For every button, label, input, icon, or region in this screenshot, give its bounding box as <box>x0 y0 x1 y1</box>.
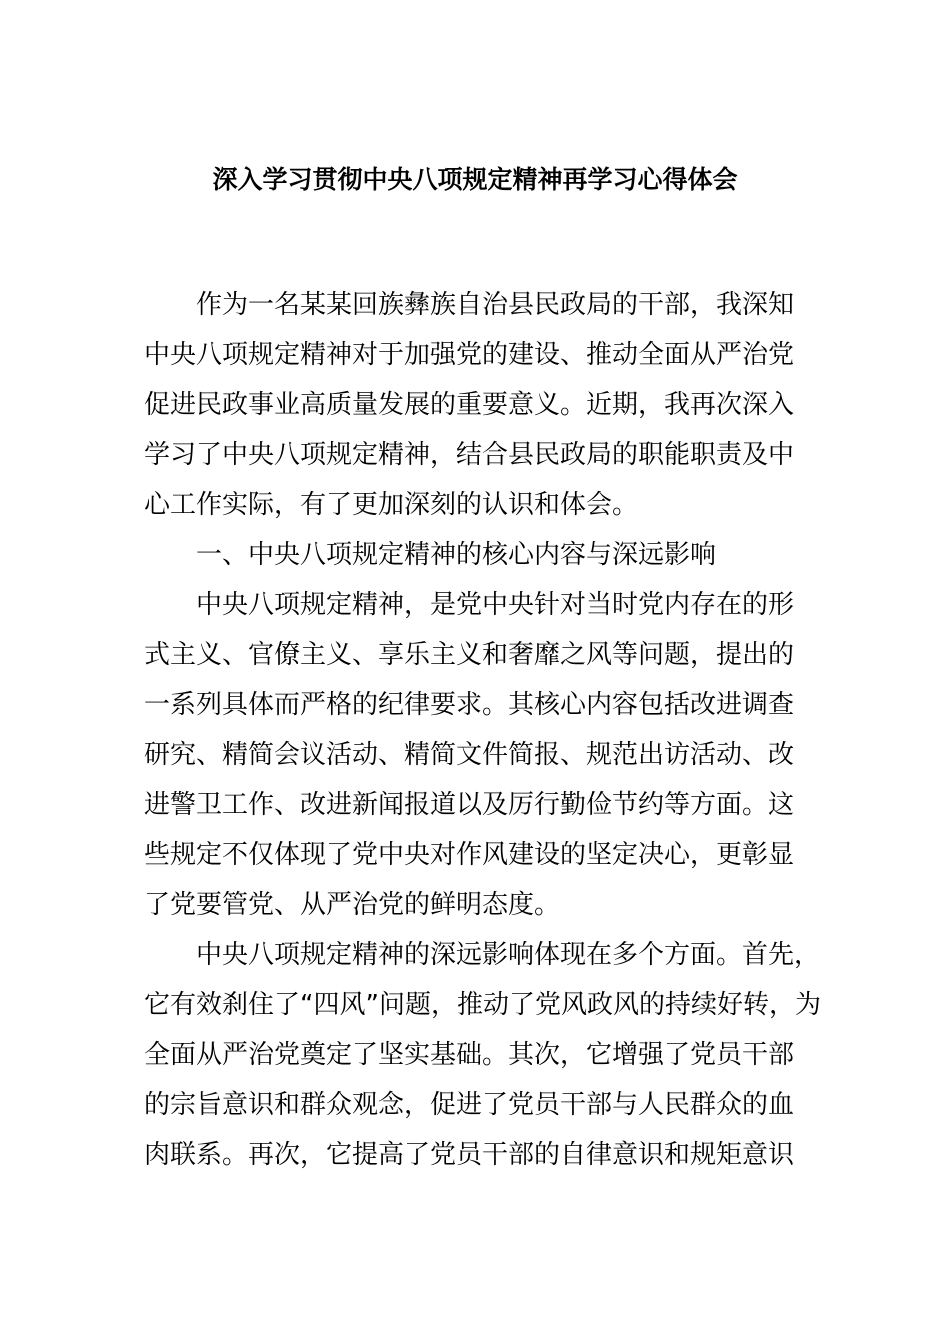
body-line-11: 进警卫工作、改进新闻报道以及厉行勤俭节约等方面。这 <box>144 790 795 820</box>
body-line-14: 中央八项规定精神的深远影响体现在多个方面。首先， <box>196 940 821 970</box>
body-line-18: 肉联系。再次，它提高了党员干部的自律意识和规矩意识 <box>144 1140 795 1170</box>
body-line-8: 式主义、官僚主义、享乐主义和奢靡之风等问题，提出的 <box>144 640 795 670</box>
body-line-2: 中央八项规定精神对于加强党的建设、推动全面从严治党 <box>144 340 795 370</box>
body-line-3: 促进民政事业高质量发展的重要意义。近期，我再次深入 <box>144 390 795 420</box>
body-line-9: 一系列具体而严格的纪律要求。其核心内容包括改进调查 <box>144 690 795 720</box>
body-line-15: 它有效刹住了“四风”问题，推动了党风政风的持续好转，为 <box>144 990 821 1020</box>
body-line-4: 学习了中央八项规定精神，结合县民政局的职能职责及中 <box>144 440 795 470</box>
body-line-5: 心工作实际，有了更加深刻的认识和体会。 <box>144 490 639 520</box>
body-line-16: 全面从严治党奠定了坚实基础。其次，它增强了党员干部 <box>144 1040 795 1070</box>
section-heading-1: 一、中央八项规定精神的核心内容与深远影响 <box>196 540 717 570</box>
document-title: 深入学习贯彻中央八项规定精神再学习心得体会 <box>212 165 738 194</box>
body-line-12: 些规定不仅体现了党中央对作风建设的坚定决心，更彰显 <box>144 840 795 870</box>
body-line-10: 研究、精简会议活动、精简文件简报、规范出访活动、改 <box>144 740 795 770</box>
body-line-1: 作为一名某某回族彝族自治县民政局的干部，我深知 <box>196 290 795 320</box>
document-body <box>144 280 824 1180</box>
body-line-17: 的宗旨意识和群众观念，促进了党员干部与人民群众的血 <box>144 1090 795 1120</box>
body-line-7: 中央八项规定精神，是党中央针对当时党内存在的形 <box>196 590 795 620</box>
body-line-13: 了党要管党、从严治党的鲜明态度。 <box>144 890 561 920</box>
